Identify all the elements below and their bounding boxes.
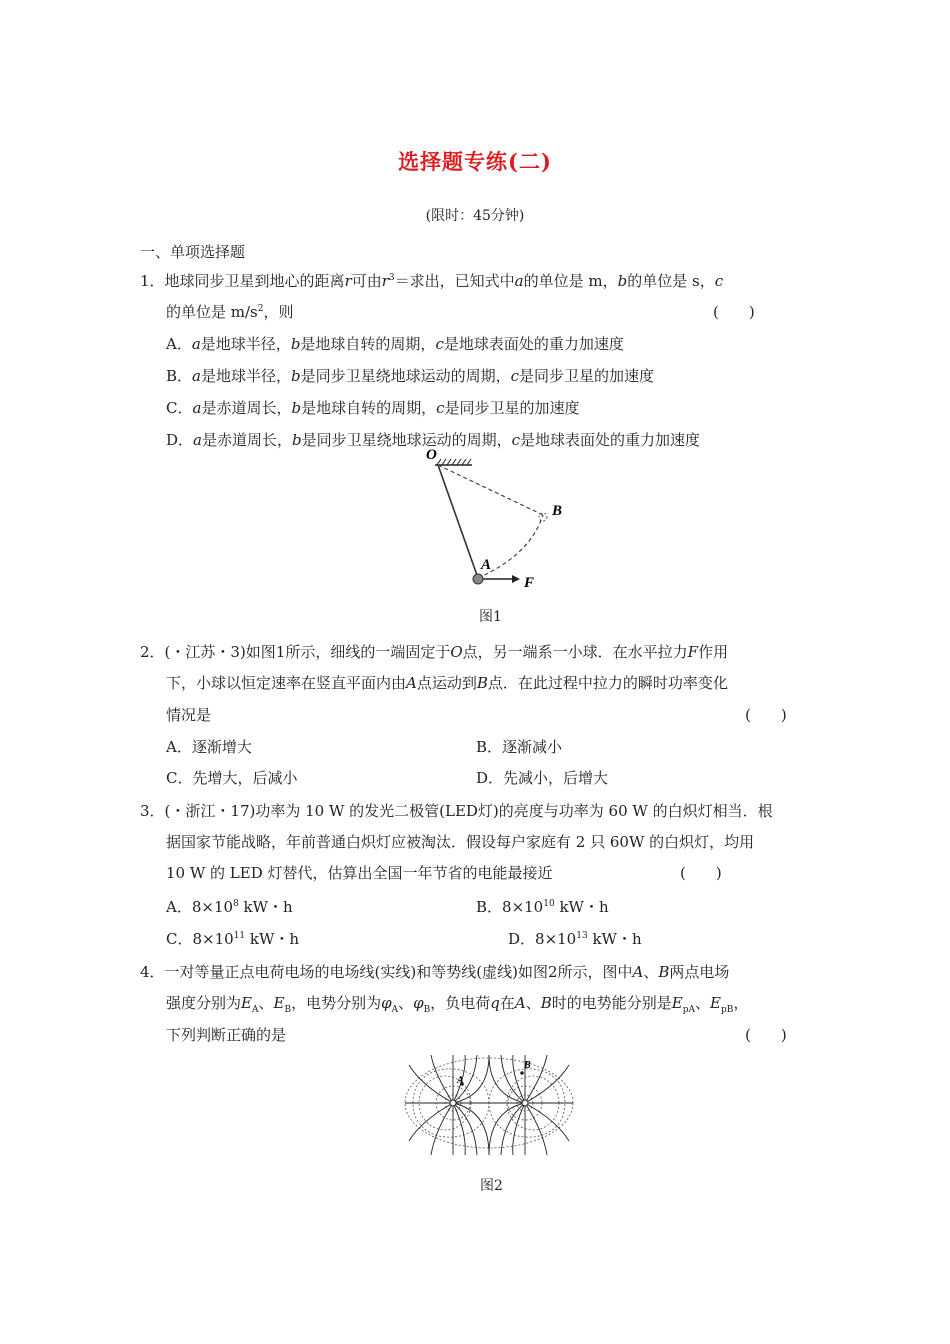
q3-option-a: A．$8\times 10^8$ kW・h — [166, 898, 293, 916]
charge-left — [450, 1100, 456, 1106]
q2-option-c: C．先增大，后减小 — [166, 769, 298, 787]
label-a: A — [457, 1075, 464, 1086]
q2-option-b: B．逐渐减小 — [476, 738, 563, 756]
q1-number: 1． — [140, 272, 165, 290]
label-a: A — [481, 557, 492, 573]
q2-option-d: D．先减小，后增大 — [476, 769, 609, 787]
time-limit: (限时：45分钟) — [425, 208, 525, 224]
q3-option-d: D．$8\times 10^{13}$ kW・h — [508, 930, 642, 948]
figure-2-caption: 图2 — [480, 1178, 503, 1194]
ball-a — [473, 574, 483, 584]
label-o: O — [426, 447, 437, 463]
label-b: B — [552, 503, 563, 519]
q4-line1: 4．一对等量正点电荷电场的电场线(实线)和等势线(虚线)如图2所示，图中A、B两点电场 — [140, 963, 730, 981]
q4-line2: 强度分别为$E_A$、$E_B$，电势分别为$\varphi_A$、$\varphi_B$，负电荷q在A、B时的电势能分别是$E_{pA}$、$E_{pB}$， — [166, 994, 749, 1015]
ceiling-hatch — [437, 459, 471, 465]
figure-1-pendulum — [400, 445, 563, 595]
q1-option-a: A．a是地球半径，b是地球自转的周期，c是地球表面处的重力加速度 — [166, 335, 624, 353]
section-heading: 一、单项选择题 — [140, 243, 246, 261]
charge-right — [522, 1100, 528, 1106]
q3-line1: 3．(・浙江・17)功率为 10 W 的发光二极管(LED灯)的亮度与功率为 60 W 的白炽灯相当．根 — [140, 802, 773, 820]
q3-option-b: B．$8\times 10^{10}$ kW・h — [476, 898, 609, 916]
q2-line1: 2．(・江苏・3)如图1所示，细线的一端固定于O点，另一端系一小球．在水平拉力F作用 — [140, 643, 729, 661]
q1-line2: 的单位是 $m/s^2$，则 — [166, 303, 294, 321]
force-arrow-head — [512, 575, 520, 583]
figure-2-field-lines — [405, 1055, 585, 1165]
q1-answer-blank: ( ) — [713, 303, 755, 321]
q3-answer-blank: ( ) — [680, 864, 722, 882]
string-oa — [438, 465, 478, 578]
q1-option-b: B．a是地球半径，b是同步卫星绕地球运动的周期，c是同步卫星的加速度 — [166, 367, 655, 385]
q4-answer-blank: ( ) — [745, 1026, 787, 1044]
q4-line3: 下列判断正确的是 — [166, 1026, 287, 1044]
q3-line3: 10 W 的 LED 灯替代，估算出全国一年节省的电能最接近 — [166, 864, 553, 882]
point-b — [520, 1071, 524, 1075]
q1-option-c: C．a是赤道周长，b是地球自转的周期，c是同步卫星的加速度 — [166, 399, 580, 417]
figure-1-caption: 图1 — [479, 609, 502, 625]
q2-line2: 下，小球以恒定速率在竖直平面内由A点运动到B点．在此过程中拉力的瞬时功率变化 — [166, 674, 728, 692]
q2-line3: 情况是 — [166, 706, 212, 724]
label-f: F — [524, 575, 535, 591]
field-lines — [405, 1055, 573, 1155]
q2-option-a: A．逐渐增大 — [166, 738, 252, 756]
label-b: B — [524, 1060, 531, 1071]
q1-line1: 1．地球同步卫星到地心的距离r可由$r^3=$求出，已知式中a的单位是 m，b的单位是 s，c — [140, 272, 724, 290]
q3-line2: 据国家节能战略，年前普通白炽灯应被淘汰．假设每户家庭有 2 只 60W 的白炽灯，均用 — [166, 833, 755, 851]
q3-option-c: C．$8\times 10^{11}$ kW・h — [166, 930, 300, 948]
page-title: 选择题专练(二) — [398, 149, 552, 174]
q1-option-d: D．a是赤道周长，b是同步卫星绕地球运动的周期，c是地球表面处的重力加速度 — [166, 431, 701, 449]
q2-answer-blank: ( ) — [745, 706, 787, 724]
